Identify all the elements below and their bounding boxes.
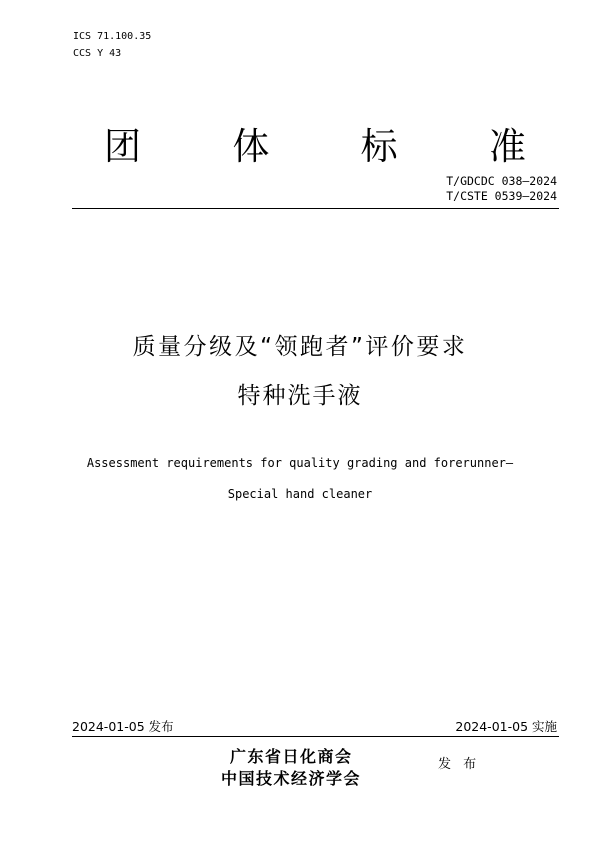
header-divider bbox=[72, 208, 559, 209]
ics-code: ICS 71.100.35 bbox=[73, 31, 152, 42]
standard-type-title bbox=[100, 118, 530, 168]
chinese-title-line-2: 特种洗手液 bbox=[237, 383, 363, 409]
footer-divider bbox=[72, 736, 559, 737]
implementation-date: 2024-01-05 实施 bbox=[455, 719, 557, 734]
title-char-4: 准 bbox=[488, 125, 526, 168]
standard-code-2: T/CSTE 0539—2024 bbox=[446, 189, 557, 203]
chinese-title-line-1: 质量分级及“领跑者”评价要求 bbox=[132, 334, 468, 360]
issue-date: 2024-01-05 发布 bbox=[72, 719, 174, 734]
ccs-code: CCS Y 43 bbox=[73, 48, 122, 59]
english-title-line-1: Assessment requirements for quality grading and forerunner— bbox=[86, 456, 514, 470]
title-char-2: 体 bbox=[232, 125, 270, 168]
title-char-3: 标 bbox=[360, 125, 398, 168]
publish-label: 发 布 bbox=[438, 757, 481, 772]
english-title-line-2: Special hand cleaner bbox=[227, 487, 373, 501]
standard-code-1: T/GDCDC 038—2024 bbox=[446, 174, 557, 188]
title-char-1: 团 bbox=[104, 125, 141, 168]
issuing-organization-1: 广东省日化商会 bbox=[230, 747, 353, 766]
issuing-organization-2: 中国技术经济学会 bbox=[221, 769, 362, 788]
